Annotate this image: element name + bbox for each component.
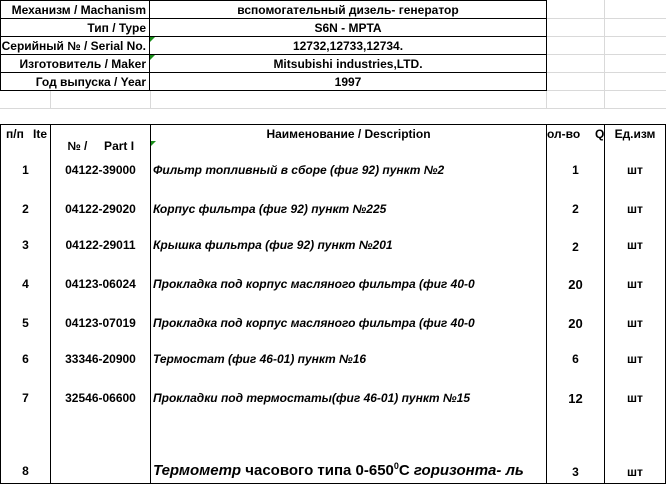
type-label: Тип / Type — [87, 21, 146, 35]
maker-value-cell[interactable] — [149, 54, 547, 73]
row-part-number[interactable]: 04122-39000 — [65, 163, 136, 177]
serial-value: 12732,12733,12734. — [292, 39, 404, 53]
col-header-item[interactable]: Itе — [33, 127, 48, 141]
row-num[interactable]: 8 — [22, 464, 29, 478]
row-part-number[interactable]: 04123-06024 — [65, 277, 136, 291]
grid-line — [546, 54, 666, 55]
col-header-description[interactable]: Наименование / Description — [266, 127, 431, 141]
grid-line — [604, 90, 605, 108]
row-unit[interactable]: шт — [627, 202, 643, 216]
row-num[interactable]: 4 — [22, 277, 29, 291]
row-description[interactable]: Прокладка под корпус масляного фильтра (фиг 40-0 — [153, 277, 475, 291]
col-header-part[interactable]: № / Part I — [67, 139, 135, 153]
grid-line — [150, 90, 151, 108]
row-num[interactable]: 7 — [22, 391, 29, 405]
row-unit[interactable]: шт — [627, 316, 643, 330]
grid-line — [50, 90, 51, 108]
row-description[interactable]: Прокладка под корпус масляного фильтра (фиг 40-0 — [153, 316, 475, 330]
type-value-cell[interactable] — [149, 18, 547, 37]
row-description-part-b: часового типа 0-650 — [241, 462, 394, 479]
row-description-sup: 0 — [393, 461, 399, 471]
row-part-number[interactable]: 04122-29011 — [65, 238, 136, 252]
year-label-cell[interactable] — [0, 72, 150, 91]
grid-line — [546, 90, 547, 108]
grid-line — [546, 36, 666, 37]
row-qty[interactable]: 20 — [568, 277, 583, 292]
grid-line — [546, 72, 666, 73]
serial-label-cell[interactable] — [0, 36, 150, 55]
col-header-q[interactable]: Q — [595, 127, 605, 141]
row-part-number[interactable]: 04123-07019 — [65, 316, 136, 330]
row-qty[interactable]: 3 — [572, 465, 579, 479]
row-qty[interactable]: 20 — [568, 316, 583, 331]
row-qty[interactable]: 2 — [572, 202, 579, 216]
col-header-num[interactable]: п/п — [6, 127, 24, 141]
row-description-part-c: С — [398, 462, 414, 479]
row-description-part-a: Термометр — [153, 462, 242, 479]
year-label: Год выпуска / Year — [35, 75, 146, 89]
row-part-number[interactable]: 04122-29020 — [65, 202, 136, 216]
mechanism-label-cell[interactable] — [0, 0, 150, 19]
row-qty[interactable]: 6 — [572, 352, 579, 366]
row-unit[interactable]: шт — [627, 163, 643, 177]
year-value-cell[interactable] — [149, 72, 547, 91]
row-num[interactable]: 5 — [22, 316, 29, 330]
row-qty[interactable]: 2 — [572, 240, 579, 254]
row-num[interactable]: 6 — [22, 352, 29, 366]
row-num[interactable]: 3 — [22, 238, 29, 252]
grid-line — [0, 108, 666, 109]
row-description[interactable] — [153, 462, 546, 482]
row-description[interactable]: Корпус фильтра (фиг 92) пункт №225 — [153, 202, 387, 216]
type-value: S6N - MPTA — [314, 21, 382, 35]
maker-label-cell[interactable] — [0, 54, 150, 73]
year-value: 1997 — [334, 75, 362, 89]
mechanism-value-cell[interactable] — [149, 0, 547, 19]
cell-comment-marker — [150, 55, 155, 60]
row-description[interactable]: Крышка фильтра (фиг 92) пункт №201 — [153, 238, 393, 252]
col-header-unit[interactable]: Ед.изм — [614, 127, 656, 141]
table-border — [0, 124, 666, 125]
serial-label: Серийный № / Serial No. — [1, 39, 146, 53]
maker-label: Изготовитель / Maker — [19, 57, 146, 71]
row-description[interactable]: Прокладки под термостаты(фиг 46-01) пункт №15 — [153, 391, 471, 405]
type-label-cell[interactable] — [0, 18, 150, 37]
row-description-part-d: горизонта- ль — [413, 462, 524, 479]
row-unit[interactable]: шт — [627, 352, 643, 366]
maker-value: Mitsubishi industries,LTD. — [273, 57, 423, 71]
grid-line — [546, 18, 666, 19]
row-unit[interactable]: шт — [627, 465, 643, 479]
row-description[interactable]: Термостат (фиг 46-01) пункт №16 — [153, 352, 367, 366]
row-part-number[interactable]: 32546-06600 — [65, 391, 136, 405]
mechanism-label: Механизм / Machanism — [11, 3, 146, 17]
mechanism-value: вспомогательный дизель- генератор — [237, 3, 459, 17]
row-unit[interactable]: шт — [627, 391, 643, 405]
row-part-number[interactable]: 33346-20900 — [65, 352, 136, 366]
row-qty[interactable]: 12 — [568, 391, 583, 406]
row-description[interactable]: Фильтр топливный в сборе (фиг 92) пункт №2 — [153, 163, 445, 177]
table-border — [150, 124, 151, 484]
row-num[interactable]: 2 — [22, 202, 29, 216]
col-header-qty[interactable]: ол-во — [547, 127, 581, 141]
row-part-number[interactable] — [51, 465, 150, 480]
row-num[interactable]: 1 — [22, 163, 29, 177]
row-unit[interactable]: шт — [627, 238, 643, 252]
serial-value-cell[interactable] — [149, 36, 547, 55]
row-unit[interactable]: шт — [627, 277, 643, 291]
row-qty[interactable]: 1 — [572, 163, 579, 177]
cell-comment-marker — [150, 37, 155, 42]
